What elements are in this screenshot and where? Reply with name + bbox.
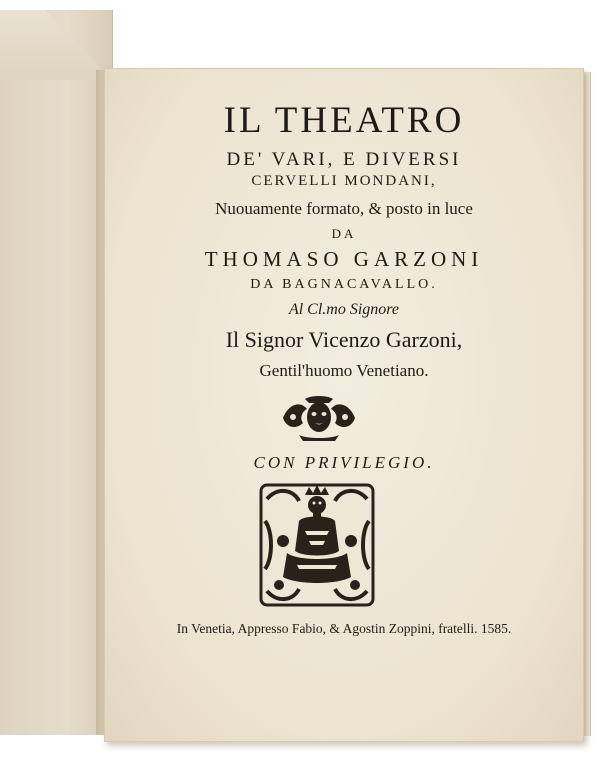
title-page <box>104 68 584 742</box>
edition-note: Nuouamente formato, & posto in luce <box>215 199 473 218</box>
mask-ornament-icon <box>281 395 357 441</box>
printers-device-icon <box>257 481 377 609</box>
author-place: DA BAGNACAVALLO. <box>250 277 438 292</box>
imprint-line: In Venetia, Appresso Fabio, & Agostin Zoppini, fratelli. 1585. <box>176 621 512 636</box>
privilege-line: CON PRIVILEGIO. <box>253 453 435 472</box>
book-title: IL THEATRO <box>223 100 465 141</box>
author-name: THOMASO GARZONI <box>204 247 484 271</box>
dedicatee-name: Il Signor Vicenzo Garzoni, <box>225 327 463 352</box>
dedication-prefix: Al Cl.mo Signore <box>288 301 400 318</box>
dedicatee-title: Gentil'huomo Venetiano. <box>259 361 429 380</box>
by-label: DA <box>331 226 357 241</box>
subtitle-line-1: DE' VARI, E DIVERSI <box>226 149 462 170</box>
subtitle-line-2: CERVELLI MONDANI, <box>251 173 437 189</box>
